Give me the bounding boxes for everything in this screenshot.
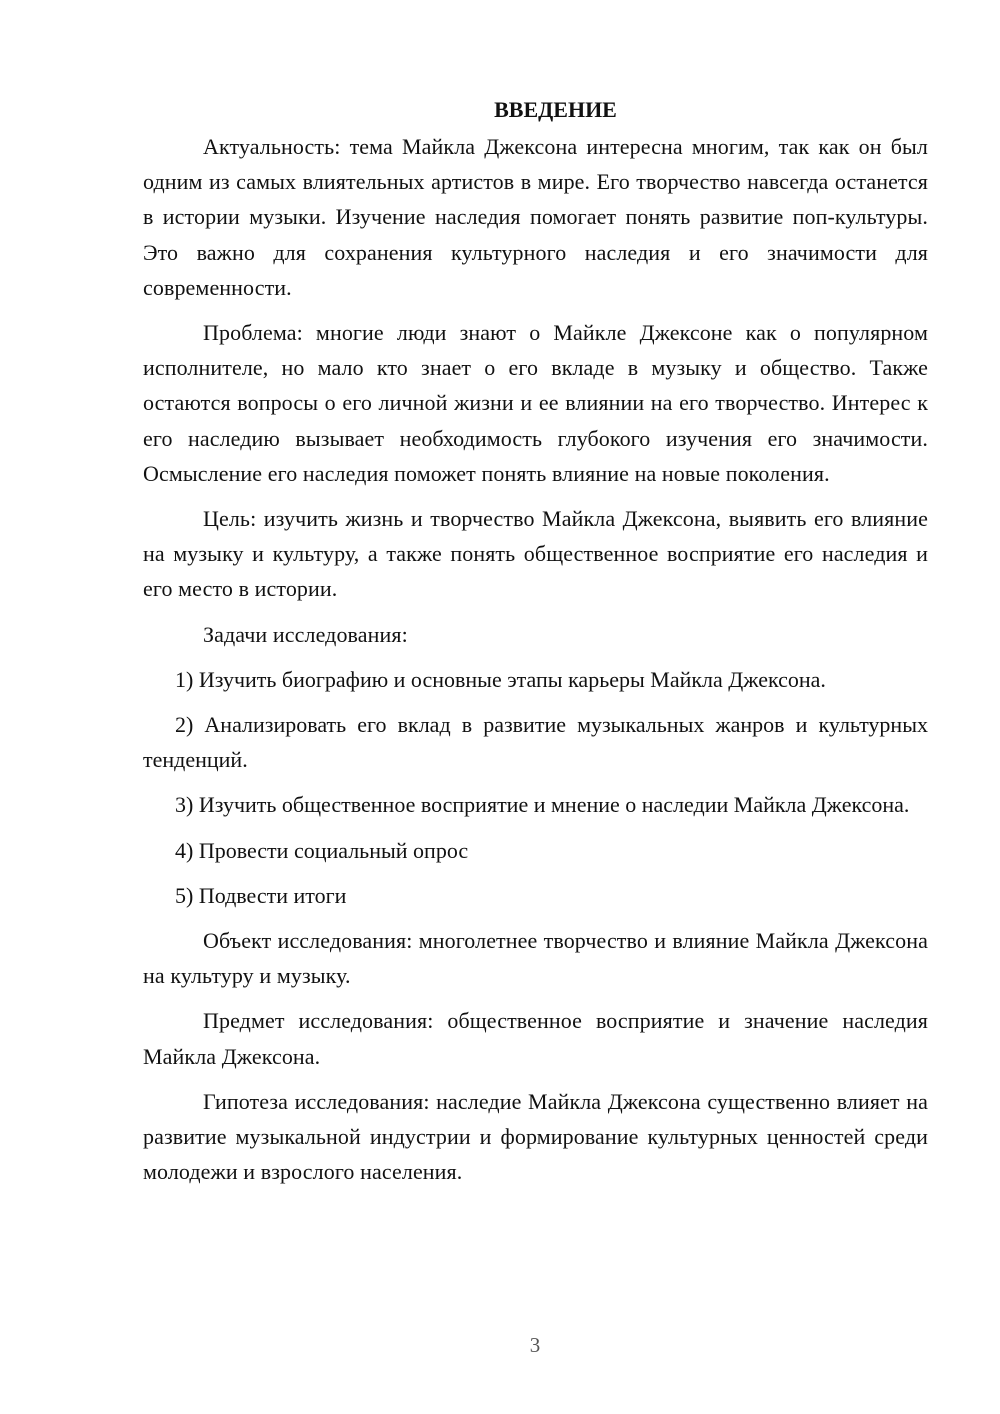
object-paragraph: Объект исследования: многолетнее творчество и влияние Майкла Джексона на культуру и музыку. — [143, 928, 928, 989]
task-item: 5) Подвести итоги — [175, 882, 347, 908]
document-page — [143, 93, 928, 1199]
hypothesis-paragraph: Гипотеза исследования: наследие Майкла Джексона существенно влияет на развитие музыкальной индустрии и формирование культурных ценностей среди молодежи и взрослого населения. — [143, 1088, 928, 1185]
page-number: 3 — [529, 1333, 541, 1357]
problem-paragraph: Проблема: многие люди знают о Майкле Джексоне как о популярном исполнителе, но мало кто знает о его вкладе в музыку и общество. Также остаются вопросы о его личной жизни и ее влиянии на его творчество. Интерес к его наследию вызывает необходимость глубокого изучения его значимости. Осмысление его наследия поможет понять влияние на новые поколения. — [143, 320, 928, 486]
task-item: 4) Провести социальный опрос — [175, 837, 469, 863]
relevance-paragraph: Актуальность: тема Майкла Джексона интересна многим, так как он был одним из самых влиятельных артистов в мире. Его творчество навсегда останется в истории музыки. Изучение наследия помогает понять развитие поп-культуры. Это важно для сохранения культурного наследия и его значимости для современности. — [143, 134, 928, 300]
tasks-heading: Задачи исследования: — [203, 621, 408, 647]
page-title: ВВЕДЕНИЕ — [494, 97, 617, 122]
subject-paragraph: Предмет исследования: общественное восприятие и значение наследия Майкла Джексона. — [143, 1008, 928, 1069]
goal-paragraph: Цель: изучить жизнь и творчество Майкла Джексона, выявить его влияние на музыку и культуру, а также понять общественное восприятие его наследия и его место в истории. — [143, 506, 928, 602]
task-item: 3) Изучить общественное восприятие и мнение о наследии Майкла Джексона. — [175, 792, 910, 818]
task-item: 2) Анализировать его вклад в развитие музыкальных жанров и культурных тенденций. — [143, 712, 928, 773]
task-item: 1) Изучить биографию и основные этапы карьеры Майкла Джексона. — [175, 666, 826, 692]
